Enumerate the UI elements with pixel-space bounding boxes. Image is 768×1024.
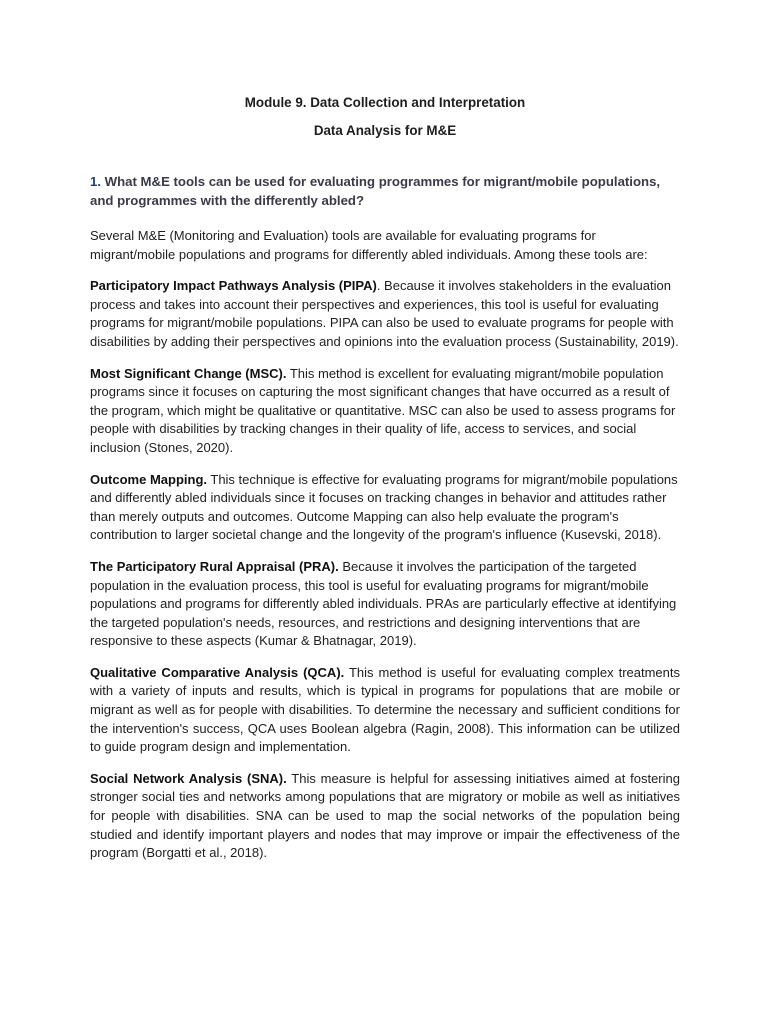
section-outcome-mapping (90, 471, 680, 545)
document-title: Module 9. Data Collection and Interpretation (244, 95, 526, 110)
section-heading-pra: The Participatory Rural Appraisal (PRA). (90, 558, 339, 574)
question-text: What M&E tools can be used for evaluating programmes for migrant/mobile populations, and programmes with the differently abled? (90, 174, 661, 208)
section-sna (90, 770, 680, 863)
question-number: 1. (90, 174, 101, 189)
section-body-pipa: . Because it involves stakeholders in the evaluation process and takes into account their perspectives and experiences, this tool is useful for evaluating programs for migrant/mobile populations. PIPA can also be used to evaluate programs for people with disabilities by adding their perspectives and opinions into the evaluation process (Sustainability, 2019). (90, 278, 679, 349)
section-body-qca: This method is useful for evaluating complex treatments with a variety of inputs and results, which is typical in programs for populations that are mobile or migrant as well as for people with disabilities. To determine the necessary and sufficient conditions for the intervention's success, QCA uses Boolean algebra (Ragin, 2008). This information can be utilized to guide program design and implementation. (90, 664, 681, 755)
section-body-outcome-mapping: This technique is effective for evaluating programs for migrant/mobile populations and differently abled individuals since it focuses on tracking changes in behavior and attitudes rather than merely outputs and outcomes. Outcome Mapping can also help evaluate the program's contribution to larger societal change and the longevity of the program's influence (Kusevski, 2018). (90, 471, 678, 543)
section-pipa (90, 277, 680, 351)
section-qca (90, 664, 680, 757)
question-heading (90, 173, 680, 210)
section-body-pra: Because it involves the participation of the targeted population in the evaluation process, this tool is useful for evaluating programs for migrant/mobile populations and programs for differently abled individuals. PRAs are particularly effective at identifying the targeted population's needs, resources, and restrictions and designing interventions that are responsive to these aspects (Kumar & Bhatnagar, 2019). (90, 558, 677, 649)
section-pra (90, 558, 680, 651)
section-heading-pipa: Participatory Impact Pathways Analysis (PIPA) (90, 278, 377, 294)
section-msc (90, 365, 680, 458)
section-body-sna: This measure is helpful for assessing initiatives aimed at fostering stronger social ties and networks among populations that are migratory or mobile as well as initiatives for people with disabilities. SNA can be used to map the social networks of the population being studied and identify important players and nodes that may improve or impair the effectiveness of the program (Borgatti et al., 2018). (90, 770, 680, 861)
section-body-msc: This method is excellent for evaluating migrant/mobile population programs since it focuses on capturing the most significant changes that have occurred as a result of the program, which might be qualitative or quantitative. MSC can also be used to assess programs for people with disabilities by tracking changes in their quality of life, access to services, and social inclusion (Stones, 2020). (90, 365, 676, 455)
section-heading-qca: Qualitative Comparative Analysis (QCA). (90, 664, 345, 680)
document-subtitle: Data Analysis for M&E (313, 123, 457, 138)
document-page (90, 92, 680, 876)
section-heading-sna: Social Network Analysis (SNA). (90, 770, 287, 786)
section-heading-outcome-mapping: Outcome Mapping. (90, 471, 207, 487)
section-heading-msc: Most Significant Change (MSC). (90, 365, 287, 381)
intro-paragraph: Several M&E (Monitoring and Evaluation) tools are available for evaluating programs for migrant/mobile populations and programs for differently abled individuals. Among these tools are: (90, 228, 648, 262)
